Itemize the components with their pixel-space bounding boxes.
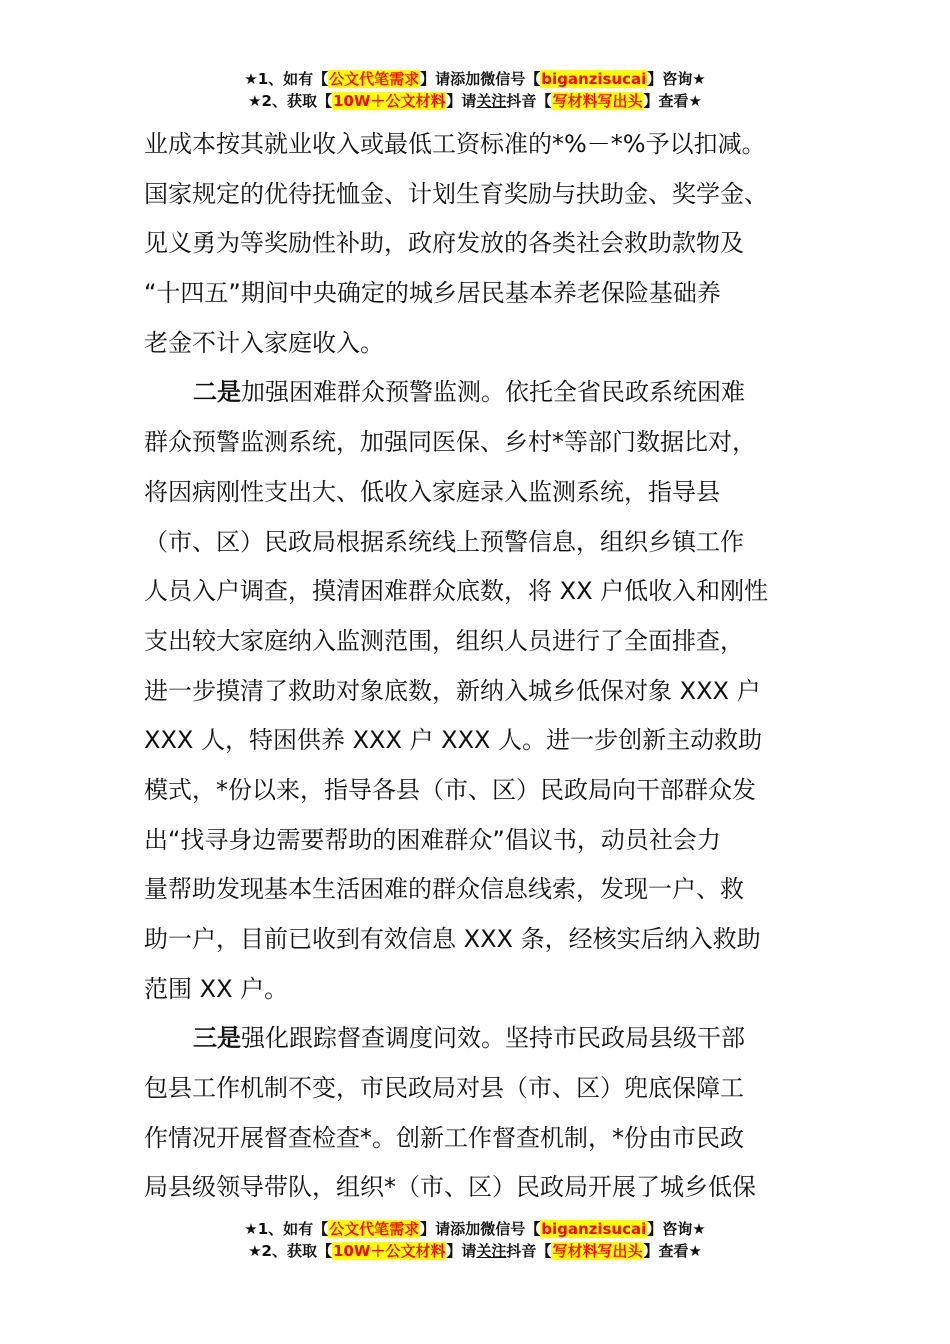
banner2-text-underlined: 关注 — [476, 1242, 507, 1260]
text-line: 业成本按其就业收入或最低工资标准的*%－*%予以扣减。 — [144, 130, 766, 158]
paragraph-first-text: 强化跟踪督查调度问效。坚持市民政局县级干部 — [241, 1024, 745, 1053]
text-line: 作情况开展督查检查*。创新工作督查机制，*份由市民政 — [144, 1123, 744, 1152]
banner-line-1 — [0, 68, 950, 90]
banner-line-2 — [0, 1240, 950, 1262]
header-ad-banner — [0, 68, 950, 112]
text-line: 支出较大家庭纳入监测范围，组织人员进行了全面排查， — [144, 626, 744, 655]
banner2-highlight-materials: 10W＋公文材料 — [332, 1242, 446, 1260]
banner1-prefix: ★1、如有【 — [244, 1220, 329, 1238]
banner1-suffix: 】咨询★ — [647, 70, 706, 88]
text-line: 群众预警监测系统，加强同医保、乡村*等部门数据比对， — [144, 428, 756, 457]
banner2-prefix: ★2、获取【 — [248, 92, 332, 110]
text-line: “十四五”期间中央确定的城乡居民基本养老保险基础养 — [144, 279, 721, 308]
text-line: 见义勇为等奖励性补助，政府发放的各类社会救助款物及 — [144, 229, 744, 258]
banner1-prefix: ★1、如有【 — [244, 70, 329, 88]
banner1-highlight-service: 公文代笔需求 — [329, 70, 420, 88]
banner2-text-2: 抖音【 — [506, 92, 552, 110]
text-line: 将因病刚性支出大、低收入家庭录入监测系统，指导县 — [144, 477, 720, 506]
text-line: 出“找寻身边需要帮助的困难群众”倡议书，动员社会力 — [144, 825, 721, 854]
paragraph-lead: 三是 — [193, 1024, 241, 1053]
footer-ad-banner — [0, 1218, 950, 1262]
banner2-highlight-douyin: 写材料写出头 — [552, 1242, 643, 1260]
banner2-text-2: 抖音【 — [506, 1242, 552, 1260]
text-line: XXX 人，特困供养 XXX 户 XXX 人。进一步创新主动救助 — [144, 726, 763, 755]
banner2-text: 】请 — [446, 1242, 477, 1260]
banner1-text: 】请添 — [420, 1220, 466, 1238]
text-line: 老金不计入家庭收入。 — [144, 328, 384, 357]
text-line: 量帮助发现基本生活困难的群众信息线索，发现一户、救 — [144, 875, 744, 904]
banner2-highlight-douyin: 写材料写出头 — [552, 92, 643, 110]
text-line: 模式，*份以来，指导各县（市、区）民政局向干部群众发 — [144, 775, 756, 804]
banner2-prefix: ★2、获取【 — [248, 1242, 332, 1260]
banner1-suffix: 】咨询★ — [647, 1220, 706, 1238]
paragraph-first-line — [144, 1014, 808, 1064]
text-line: 国家规定的优待抚恤金、计划生育奖励与扶助金、奖学金、 — [144, 179, 768, 208]
banner1-text: 】请添 — [420, 70, 466, 88]
paragraph-1 — [144, 120, 808, 368]
text-line: 进一步摸清了救助对象底数，新纳入城乡低保对象 XXX 户 — [144, 676, 761, 705]
text-line: 范围 XX 户。 — [144, 974, 289, 1003]
text-line: 包县工作机制不变，市民政局对县（市、区）兜底保障工 — [144, 1074, 744, 1103]
banner1-text-bold: 加 — [465, 1220, 481, 1238]
banner2-suffix: 】查看★ — [643, 92, 702, 110]
paragraph-2 — [144, 368, 808, 1014]
banner1-text-bold: 加 — [465, 70, 481, 88]
banner1-highlight-wechat: biganzisucai — [541, 70, 647, 88]
text-line: 局县级领导带队，组织*（市、区）民政局开展了城乡低保 — [144, 1173, 756, 1202]
text-line: （市、区）民政局根据系统线上预警信息，组织乡镇工作 — [144, 527, 744, 556]
banner2-text: 】请 — [446, 92, 477, 110]
banner2-suffix: 】查看★ — [643, 1242, 702, 1260]
text-line: 人员入户调查，摸清困难群众底数，将 XX 户低收入和刚性 — [144, 577, 769, 606]
banner1-highlight-wechat: biganzisucai — [541, 1220, 647, 1238]
paragraph-lead: 二是 — [193, 378, 241, 407]
banner-line-1 — [0, 1218, 950, 1240]
text-line: 助一户，目前已收到有效信息 XXX 条，经核实后纳入救助 — [144, 925, 761, 953]
banner1-highlight-service: 公文代笔需求 — [329, 1220, 420, 1238]
banner1-text-2: 微信号【 — [480, 70, 541, 88]
document-body — [144, 120, 808, 1213]
paragraph-3 — [144, 1014, 808, 1213]
banner-line-2 — [0, 90, 950, 112]
banner2-highlight-materials: 10W＋公文材料 — [332, 92, 446, 110]
paragraph-first-text: 加强困难群众预警监测。依托全省民政系统困难 — [241, 378, 745, 407]
paragraph-first-line — [144, 368, 808, 418]
banner2-text-underlined: 关注 — [476, 92, 507, 110]
banner1-text-2: 微信号【 — [480, 1220, 541, 1238]
